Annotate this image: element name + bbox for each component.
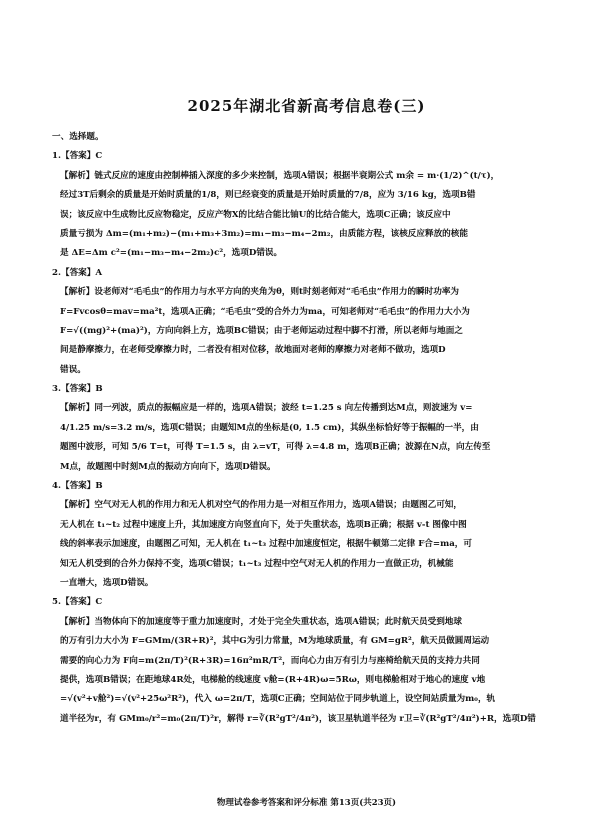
explanation-line: 【解析】链式反应的速度由控制棒插入深度的多少来控制，选项A错误；根据半衰期公式 m余 = m·(1/2)^(t/τ)， <box>60 170 500 181</box>
section-heading: 一、选择题。 <box>52 132 104 142</box>
explanation-line: 【解析】设老师对“毛毛虫”的作用力与水平方向的夹角为θ，则t时刻老师对“毛毛虫”作用力的瞬时功率为 <box>60 287 460 298</box>
answer-line: 4.【答案】B <box>52 481 103 492</box>
explanation-line: 错误。 <box>60 364 86 375</box>
explanation-line: 经过3T后剩余的质量是开始时质量的1/8，则已经衰变的质量是开始时质量的7/8，应为 3/16 kg，选项B错 <box>60 190 476 201</box>
explanation-line: 提供，选项B错误；在距地球4R处，电梯舱的线速度 v舱=(R+4R)ω=5Rω，则电梯舱相对于地心的速度 v地 <box>60 674 486 685</box>
explanation-line: 知无人机受到的合外力保持不变，选项C错误；t₁~t₃ 过程中空气对无人机的作用力一直做正功，机械能 <box>60 558 454 569</box>
explanation-line: 【解析】同一列波，质点的振幅应是一样的，选项A错误；波经 t=1.25 s 向左传播到达M点，则波速为 v= <box>60 403 473 414</box>
explanation-line: 道半径为r，有 GMm₀/r²=m₀(2π/T)²r，解得 r=∛(R²gT²/4π²)，该卫星轨道半径为 r卫=∛(R²gT²/4π²)+R，选项D错 <box>60 713 536 724</box>
explanation-line: 质量亏损为 Δm=(m₁+m₂)−(m₁+m₃+3m₂)=m₁−m₃−m₄−2m₂，由质能方程，该核反应释放的核能 <box>60 228 468 239</box>
explanation-line: 【解析】当物体向下的加速度等于重力加速度时，才处于完全失重状态，选项A错误；此时航天员受到地球 <box>60 616 462 627</box>
explanation-line: 无人机在 t₁~t₂ 过程中速度上升，其加速度方向竖直向下，处于失重状态，选项B正确；根据 v-t 图像中图 <box>60 519 467 530</box>
answer-line: 3.【答案】B <box>52 384 103 395</box>
explanation-line: 【解析】空气对无人机的作用力和无人机对空气的作用力是一对相互作用力，选项A错误；由题图乙可知， <box>60 500 462 511</box>
explanation-line: F=√((mg)²+(ma)²)，方向向斜上方，选项BC错误；由于老师运动过程中脚不打滑，所以老师与地面之 <box>60 325 463 336</box>
page-footer: 物理试卷参考答案和评分标准 第13页(共23页) <box>216 798 397 808</box>
explanation-line: F=Fvcosθ=mav=ma²t，选项A正确；“毛毛虫”受的合外力为ma，可知老师对“毛毛虫”的作用力大小为 <box>60 306 470 317</box>
explanation-line: =√(v²+v舱²)=√(v²+25ω²R²)，代入 ω=2π/T，选项C正确；空间站位于同步轨道上，设空间站质量为m₀，轨 <box>60 694 496 705</box>
explanation-line: 是 ΔE=Δm c²=(m₁−m₃−m₄−2m₂)c²，选项D错误。 <box>60 248 283 259</box>
document-title: 2025年湖北省新高考信息卷(三) <box>187 97 426 115</box>
explanation-line: 需要的向心力为 F向=m(2π/T)²(R+3R)=16π²mR/T²，而向心力由万有引力与座椅给航天员的支持力共同 <box>60 655 480 666</box>
explanation-line: 的万有引力大小为 F=GMm/(3R+R)²，其中G为引力常量，M为地球质量，有 GM=gR²，航天员做圆周运动 <box>60 636 490 647</box>
answer-line: 2.【答案】A <box>52 267 103 278</box>
explanation-line: M点，故题图中时刻M点的振动方向向下，选项D错误。 <box>60 461 276 472</box>
explanation-line: 4/1.25 m/s=3.2 m/s，选项C错误；由题知M点的坐标是(0, 1.5 cm)，其纵坐标恰好等于振幅的一半，由 <box>60 422 479 433</box>
explanation-line: 间是静摩擦力，在老师受摩擦力时，二者没有相对位移，故地面对老师的摩擦力对老师不做功，选项D <box>60 345 446 356</box>
explanation-line: 误；该反应中生成物比反应物稳定，反应产物X的比结合能比铀U的比结合能大，选项C正确；该反应中 <box>60 209 451 220</box>
explanation-line: 线的斜率表示加速度，由题图乙可知，无人机在 t₁~t₃ 过程中加速度恒定，根据牛顿第二定律 F合=ma，可 <box>60 539 472 550</box>
answer-line: 1.【答案】C <box>52 151 103 162</box>
document-body <box>52 128 562 729</box>
answer-line: 5.【答案】C <box>52 597 103 608</box>
explanation-line: 一直增大，选项D错误。 <box>60 577 154 588</box>
explanation-line: 题图中波形，可知 5/6 T=t，可得 T=1.5 s，由 λ=vT，可得 λ=4.8 m，选项B正确；波源在N点，向左传至 <box>60 442 491 453</box>
